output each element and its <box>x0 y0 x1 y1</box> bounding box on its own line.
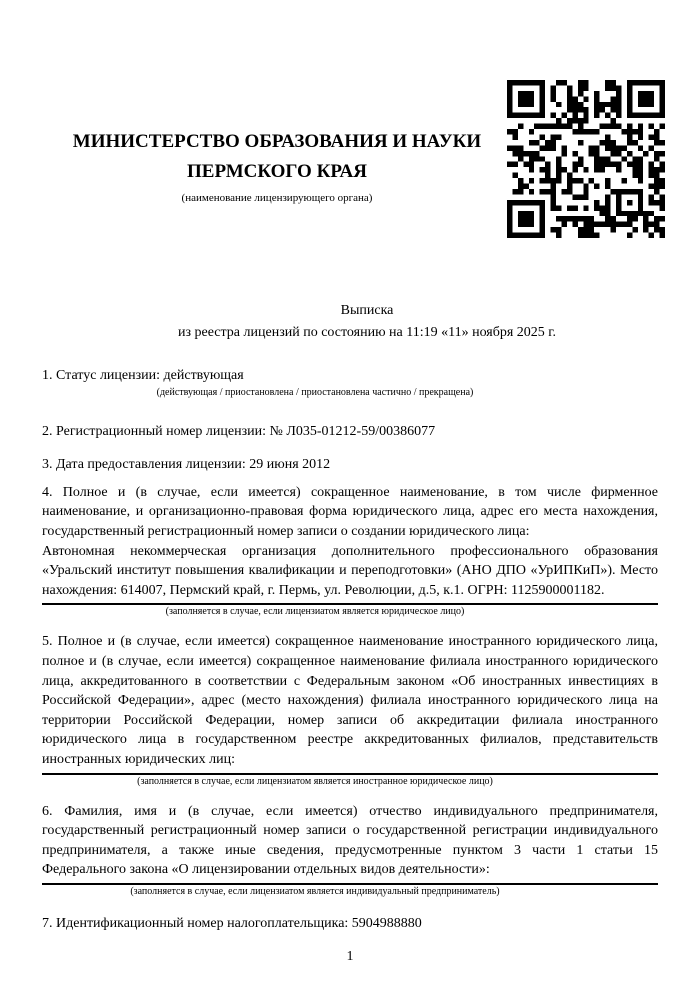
document-title-line2: из реестра лицензий по состоянию на 11:19 «11» ноября 2025 г. <box>178 325 556 340</box>
ministry-name-line2: ПЕРМСКОГО КРАЯ <box>187 161 367 182</box>
license-grant-date-text: 3. Дата предоставления лицензии: 29 июня 2012 <box>42 457 331 473</box>
document-title-line1: Выписка <box>340 303 394 318</box>
item-legal-entity <box>42 483 658 619</box>
foreign-legal-entity-question: 5. Полное и (в случае, если имеется) сокращенное наименование иностранного юридического лица, полное и (в случае, если имеется) сокращенное наименование филиала иностранного юридического лица, аккредитованного в соответствии с Федеральным законом «Об иностранных инвестициях в Российской Федерации», адрес (место нахождения) филиала иностранного юридического лица на территории Российской Федерации, номер записи об аккредитации филиала иностранного юридического лица в государственном реестре аккредитованных филиалов, представительств иностранных юридических лиц: <box>42 634 658 767</box>
legal-entity-question: 4. Полное и (в случае, если имеется) сокращенное наименование, в том числе фирменное наименование, и организационно-правовая форма юридического лица, адрес его места нахождения, государственный регистрационный номер записи о создании юридического лица: <box>42 484 658 539</box>
ministry-header <box>42 127 512 206</box>
license-status-options-caption: (действующая / приостановлена / приостановлена частично / прекращена) <box>156 386 474 398</box>
foreign-legal-entity-fill-caption: (заполняется в случае, если лицензиатом является иностранное юридическое лицо) <box>137 775 493 787</box>
individual-entrepreneur-fill-caption: (заполняется в случае, если лицензиатом является индивидуальный предприниматель) <box>130 885 500 897</box>
legal-entity-fill-caption: (заполняется в случае, если лицензиатом является юридическое лицо) <box>165 606 465 618</box>
license-status-text: 1. Статус лицензии: действующая <box>42 368 244 383</box>
taxpayer-number-text: 7. Идентификационный номер налогоплательщика: 5904988880 <box>42 915 422 931</box>
qr-code-image <box>507 80 665 238</box>
document-title <box>42 300 658 344</box>
item-foreign-legal-entity <box>42 632 658 787</box>
licensing-authority-caption: (наименование лицензирующего органа) <box>181 192 373 204</box>
registration-number-text: 2. Регистрационный номер лицензии: № Л035-01212-59/00386077 <box>42 423 436 439</box>
legal-entity-answer: Автономная некоммерческая организация дополнительного профессионального образования «Уральский институт повышения квалификации и переподготовки» (АНО ДПО «УрИПКиП»). Место нахождения: 614007, Пермский край, г. Пермь, ул. Революции, д.5, к.1. ОГРН: 1125900001182. <box>42 543 658 598</box>
item-license-status <box>42 366 658 399</box>
page-number: 1 <box>346 949 354 965</box>
ministry-name <box>42 127 512 187</box>
individual-entrepreneur-question: 6. Фамилия, имя и (в случае, если имеется) отчество индивидуального предпринимателя, государственный регистрационный номер записи о государственной регистрации индивидуального предпринимателя, а также иные сведения, предусмотренные пунктом 3 части 1 статьи 15 Федерального закона «О лицензировании отдельных видов деятельности»: <box>42 803 658 878</box>
ministry-name-line1: МИНИСТЕРСТВО ОБРАЗОВАНИЯ И НАУКИ <box>72 131 482 152</box>
item-individual-entrepreneur <box>42 802 658 898</box>
item-license-grant-date <box>42 455 658 475</box>
qr-code <box>507 80 665 238</box>
item-taxpayer-number <box>42 914 658 934</box>
item-registration-number <box>42 422 658 442</box>
